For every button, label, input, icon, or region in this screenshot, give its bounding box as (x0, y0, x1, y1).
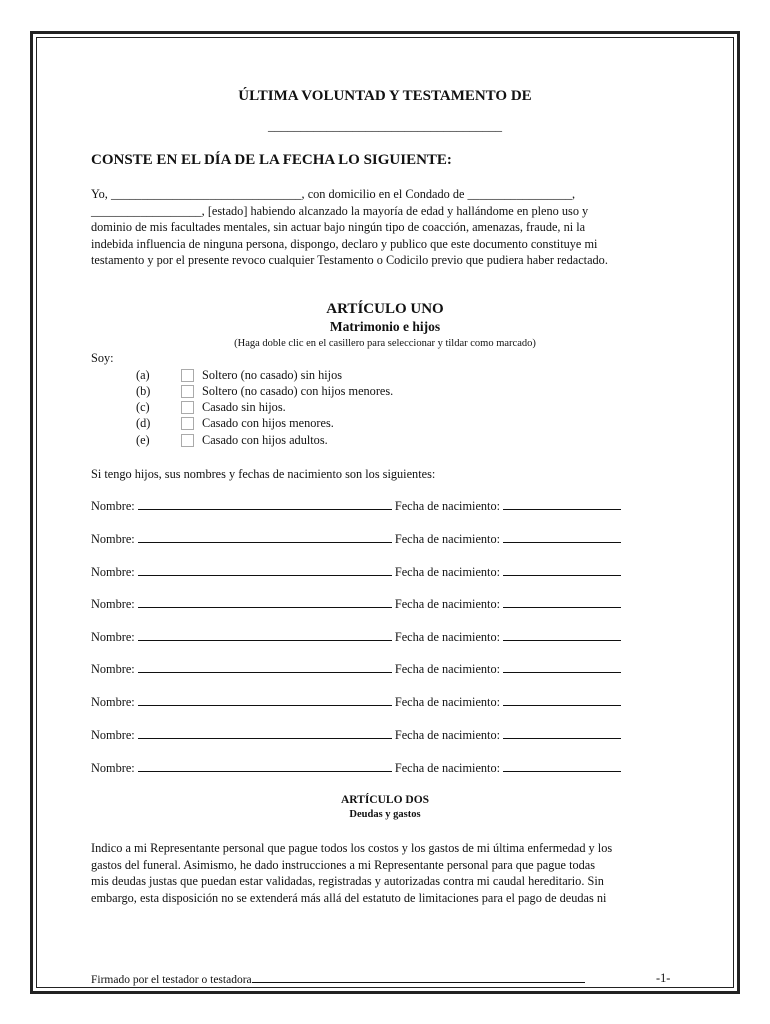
intro-line: indebida influencia de ninguna persona, dispongo, declaro y publico que este documento constituye mi (91, 236, 598, 251)
child-row (91, 761, 621, 776)
intro-line[interactable]: __________________, [estado] habiendo alcanzado la mayoría de edad y hallándome en pleno uso y (91, 203, 589, 218)
child-row (91, 695, 621, 710)
child-row (91, 630, 621, 645)
child-name-field[interactable] (138, 695, 392, 706)
birth-label: Fecha de nacimiento: (394, 499, 501, 513)
child-row (91, 662, 621, 677)
name-label: Nombre: (91, 597, 135, 611)
signature-field[interactable] (252, 972, 585, 983)
child-name-field[interactable] (138, 532, 392, 543)
child-row (91, 597, 621, 612)
name-label: Nombre: (91, 565, 135, 579)
child-birth-field[interactable] (503, 565, 621, 576)
checkbox[interactable] (181, 434, 194, 447)
child-birth-field[interactable] (503, 630, 621, 641)
checkbox[interactable] (181, 385, 194, 398)
child-birth-field[interactable] (503, 662, 621, 673)
birth-label: Fecha de nacimiento: (394, 630, 501, 644)
option-letter: (d) (136, 415, 151, 430)
marital-option-c[interactable] (136, 399, 286, 415)
option-letter: (e) (136, 432, 150, 447)
child-row (91, 565, 621, 580)
birth-label: Fecha de nacimiento: (394, 597, 501, 611)
child-name-field[interactable] (138, 565, 392, 576)
testator-name-field[interactable]: ____________________________________ (268, 118, 502, 133)
document-title: ÚLTIMA VOLUNTAD Y TESTAMENTO DE (238, 88, 532, 104)
page-number: -1- (656, 971, 671, 985)
soy-label: Soy: (91, 351, 114, 365)
paragraph-line: embargo, esta disposición no se extenderá más allá del estatuto de limitaciones para el pago de deudas ni (91, 890, 607, 905)
child-birth-field[interactable] (503, 499, 621, 510)
intro-line[interactable]: Yo, _______________________________, con domicilio en el Condado de _________________, (91, 187, 576, 201)
option-label: Soltero (no casado) con hijos menores. (202, 383, 394, 398)
birth-label: Fecha de nacimiento: (394, 662, 501, 676)
marital-option-d[interactable] (136, 415, 334, 431)
checkbox-hint: (Haga doble clic en el casillero para seleccionar y tildar como marcado) (234, 338, 536, 349)
article-two-subtitle: Deudas y gastos (349, 809, 421, 820)
section-heading: CONSTE EN EL DÍA DE LA FECHA LO SIGUIENTE: (91, 152, 452, 168)
article-two-paragraph (91, 840, 691, 906)
child-birth-field[interactable] (503, 695, 621, 706)
option-label: Casado con hijos adultos. (202, 432, 328, 447)
child-birth-field[interactable] (503, 761, 621, 772)
signature-line (91, 972, 585, 986)
birth-label: Fecha de nacimiento: (394, 532, 501, 546)
marital-option-a[interactable] (136, 367, 342, 383)
intro-paragraph (91, 186, 691, 269)
intro-line: testamento y por el presente revoco cualquier Testamento o Codicilo previo que pudiera haber redactado. (91, 253, 608, 268)
checkbox[interactable] (181, 401, 194, 414)
birth-label: Fecha de nacimiento: (394, 728, 501, 742)
option-letter: (c) (136, 399, 150, 414)
child-row (91, 532, 621, 547)
child-name-field[interactable] (138, 761, 392, 772)
checkbox[interactable] (181, 369, 194, 382)
paragraph-line: mis deudas justas que puedan estar validadas, registradas y autorizadas contra mi caudal hereditario. Sin (91, 874, 604, 889)
marital-option-e[interactable] (136, 432, 328, 448)
child-birth-field[interactable] (503, 532, 621, 543)
checkbox[interactable] (181, 417, 194, 430)
birth-label: Fecha de nacimiento: (394, 565, 501, 579)
marital-option-b[interactable] (136, 383, 393, 399)
article-two-title: ARTÍCULO DOS (340, 794, 430, 806)
signature-label: Firmado por el testador o testadora (91, 974, 252, 986)
option-label: Casado sin hijos. (202, 399, 286, 414)
child-name-field[interactable] (138, 728, 392, 739)
name-label: Nombre: (91, 728, 135, 742)
children-intro: Si tengo hijos, sus nombres y fechas de nacimiento son los siguientes: (91, 467, 436, 481)
paragraph-line: gastos del funeral. Asimismo, he dado instrucciones a mi Representante personal para que pague todas (91, 857, 596, 872)
option-letter: (a) (136, 367, 150, 382)
child-birth-field[interactable] (503, 728, 621, 739)
child-name-field[interactable] (138, 597, 392, 608)
article-one-title: ARTÍCULO UNO (326, 301, 444, 317)
name-label: Nombre: (91, 662, 135, 676)
name-label: Nombre: (91, 761, 135, 775)
child-name-field[interactable] (138, 630, 392, 641)
child-row (91, 728, 621, 743)
paragraph-line: Indico a mi Representante personal que pague todos los costos y los gastos de mi última enfermedad y los (91, 841, 613, 855)
name-label: Nombre: (91, 630, 135, 644)
option-label: Soltero (no casado) sin hijos (202, 367, 343, 382)
name-label: Nombre: (91, 499, 135, 513)
child-name-field[interactable] (138, 662, 392, 673)
name-label: Nombre: (91, 695, 135, 709)
child-row (91, 499, 621, 514)
article-one-subtitle: Matrimonio e hijos (329, 319, 441, 334)
option-label: Casado con hijos menores. (202, 415, 334, 430)
child-name-field[interactable] (138, 499, 392, 510)
birth-label: Fecha de nacimiento: (394, 695, 501, 709)
birth-label: Fecha de nacimiento: (394, 761, 501, 775)
intro-line: dominio de mis facultades mentales, sin actuar bajo ningún tipo de coacción, amenazas, fraude, ni la (91, 220, 586, 235)
option-letter: (b) (136, 383, 151, 398)
child-birth-field[interactable] (503, 597, 621, 608)
name-label: Nombre: (91, 532, 135, 546)
